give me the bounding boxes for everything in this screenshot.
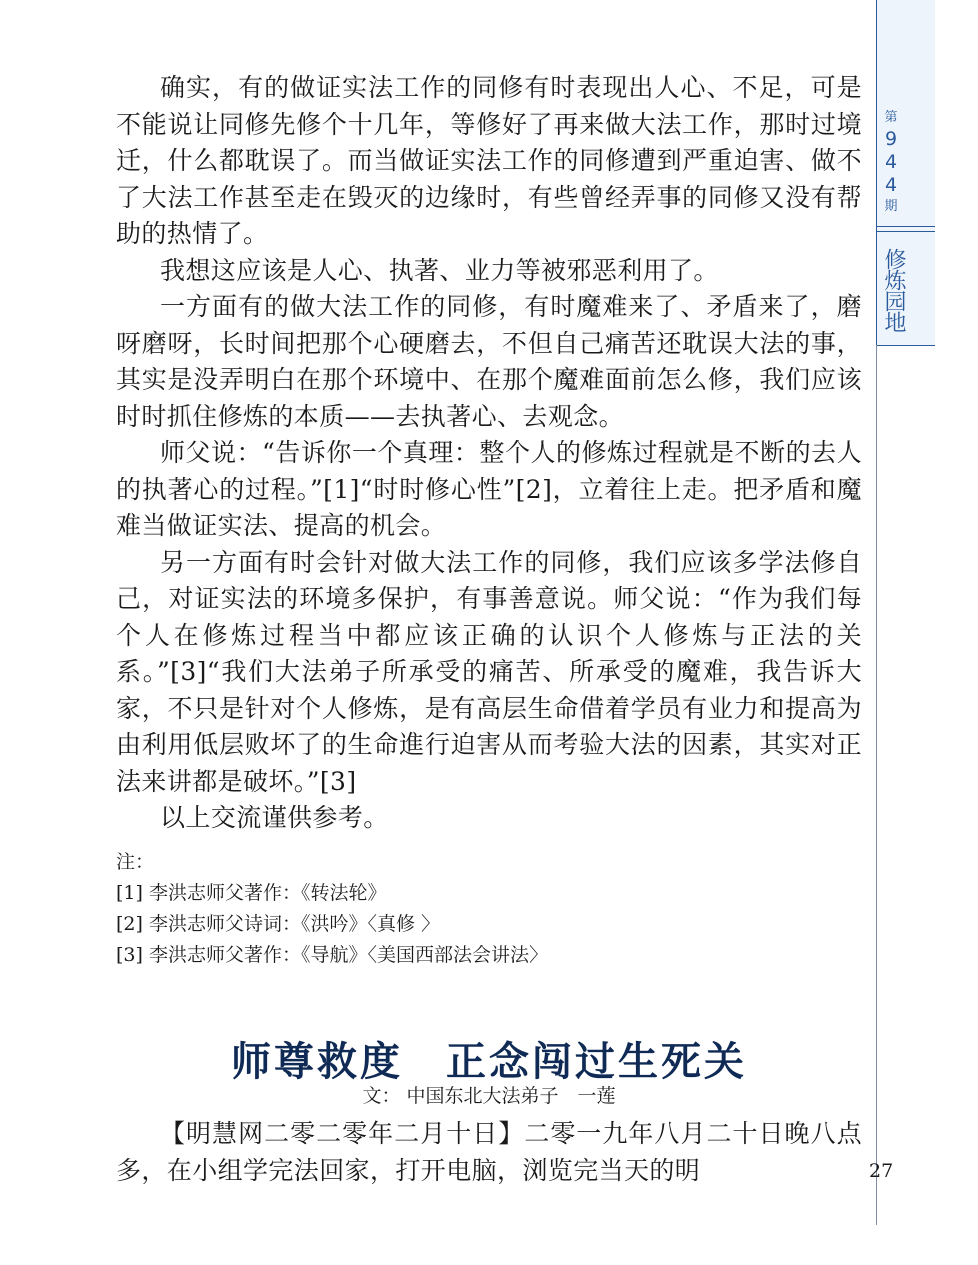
- issue-label: [877, 108, 905, 217]
- footnotes-heading: 注：: [116, 850, 155, 873]
- sidebar-panel: [876, 0, 935, 346]
- issue-digit: 9: [884, 128, 898, 150]
- footnotes: [116, 847, 862, 971]
- issue-digit: 4: [884, 151, 898, 173]
- article-title: 师尊救度 正念闯过生死关: [231, 1038, 747, 1085]
- issue-digit: 4: [884, 174, 898, 196]
- byline: 文： 中国东北大法弟子 一莲: [362, 1085, 616, 1107]
- page-number: 27: [869, 1160, 894, 1182]
- footnote: [2] 李洪志师父诗词：《洪吟》〈真修 〉: [116, 912, 440, 935]
- paragraph: 以上交流谨供参考。: [160, 803, 389, 832]
- footnote: [3] 李洪志师父著作：《导航》〈美国西部法会讲法〉: [116, 943, 548, 966]
- paragraph: 师父说：“告诉你一个真理：整个人的修炼过程就是不断的去人的执著心的过程。”[1]“时时修心性”[2]，立着往上走。把矛盾和魔难当做证实法、提高的机会。: [116, 438, 862, 540]
- sidebar-divider: [877, 226, 935, 232]
- paragraph: 确实，有的做证实法工作的同修有时表现出人心、不足，可是不能说让同修先修个十几年，等修好了再来做大法工作，那时过境迁，什么都耽误了。而当做证实法工作的同修遭到严重迫害、做不了大法工作甚至走在毁灭的边缘时，有些曾经弄事的同修又没有帮助的热情了。: [116, 73, 862, 248]
- section-name: 修炼园地: [881, 248, 906, 332]
- article-continuation: [116, 70, 862, 971]
- issue-suffix: 期: [884, 199, 898, 214]
- margin-rule: [876, 345, 877, 1225]
- footnote: [1] 李洪志师父著作：《转法轮》: [116, 881, 387, 904]
- paragraph: 我想这应该是人心、执著、业力等被邪恶利用了。: [160, 255, 719, 285]
- issue-prefix: 第: [884, 110, 898, 125]
- paragraph: 【明慧网二零二零年二月十日】二零一九年八月二十日晚八点多，在小组学完法回家，打开电脑，浏览完当天的明: [116, 1119, 862, 1185]
- paragraph: 一方面有的做大法工作的同修，有时魔难来了、矛盾来了，磨呀磨呀，长时间把那个心硬磨去，不但自己痛苦还耽误大法的事，其实是没弄明白在那个环境中、在那个魔难面前怎么修，我们应该时时抓住修炼的本质——去执著心、去观念。: [116, 292, 862, 431]
- paragraph: 另一方面有时会针对做大法工作的同修，我们应该多学法修自己，对证实法的环境多保护，有事善意说。师父说：“作为我们每个人在修炼过程当中都应该正确的认识个人修炼与正法的关系。”[3]“我们大法弟子所承受的痛苦、所承受的魔难，我告诉大家，不只是针对个人修炼，是有高层生命借着学员有业力和提高为由利用低层败坏了的生命進行迫害从而考验大法的因素，其实对正法来讲都是破坏。”[3]: [116, 547, 862, 796]
- article-body: [116, 1116, 862, 1189]
